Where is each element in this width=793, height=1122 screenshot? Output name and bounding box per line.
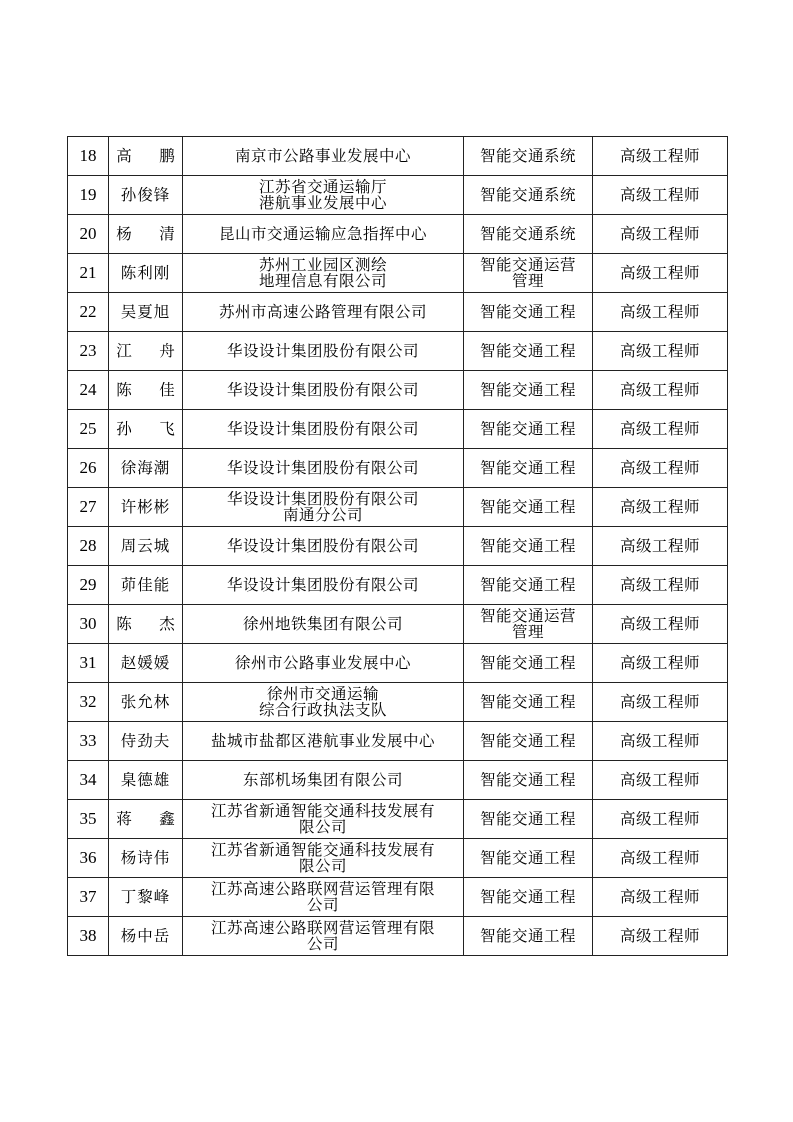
- organization-line: 南京市公路事业发展中心: [234, 147, 411, 165]
- specialty: [464, 605, 593, 644]
- specialty: [464, 566, 593, 605]
- specialty: [464, 878, 593, 917]
- specialty-line: 智能交通工程: [479, 810, 576, 828]
- person-name: 孙 飞: [109, 410, 183, 449]
- specialty-line: 智能交通工程: [479, 342, 576, 360]
- specialty-line: 智能交通工程: [479, 927, 576, 945]
- specialty: [464, 800, 593, 839]
- row-number: 33: [68, 722, 109, 761]
- professional-title: 高级工程师: [593, 839, 728, 878]
- table-row: [68, 683, 728, 722]
- organization: [183, 449, 464, 488]
- specialty: [464, 137, 593, 176]
- organization: [183, 644, 464, 683]
- specialty-line: 智能交通工程: [479, 693, 576, 711]
- organization: [183, 605, 464, 644]
- table-row: [68, 254, 728, 293]
- specialty: [464, 917, 593, 956]
- organization-line: 东部机场集团有限公司: [242, 771, 403, 789]
- professional-title: 高级工程师: [593, 566, 728, 605]
- person-name: 高 鹏: [109, 137, 183, 176]
- row-number: 24: [68, 371, 109, 410]
- organization-line: 江苏高速公路联网营运管理有限: [210, 919, 435, 937]
- professional-title: 高级工程师: [593, 293, 728, 332]
- organization-line: 地理信息有限公司: [258, 272, 387, 290]
- organization-line: 华设设计集团股份有限公司: [226, 576, 419, 594]
- professional-title: 高级工程师: [593, 488, 728, 527]
- organization-line: 江苏省新通智能交通科技发展有: [210, 802, 435, 820]
- specialty: [464, 371, 593, 410]
- specialty: [464, 254, 593, 293]
- row-number: 38: [68, 917, 109, 956]
- person-name: 陈 佳: [109, 371, 183, 410]
- organization: [183, 332, 464, 371]
- professional-title: 高级工程师: [593, 644, 728, 683]
- person-name: 蒋 鑫: [109, 800, 183, 839]
- person-name: 孙俊锋: [109, 176, 183, 215]
- organization-line: 华设设计集团股份有限公司: [226, 381, 419, 399]
- specialty-line: 智能交通系统: [479, 225, 576, 243]
- specialty-line: 智能交通工程: [479, 459, 576, 477]
- specialty-line: 智能交通工程: [479, 576, 576, 594]
- professional-title: 高级工程师: [593, 332, 728, 371]
- professional-title: 高级工程师: [593, 605, 728, 644]
- specialty-line: 智能交通系统: [479, 186, 576, 204]
- specialty-line: 智能交通工程: [479, 771, 576, 789]
- professional-title: 高级工程师: [593, 800, 728, 839]
- organization-line: 江苏省交通运输厅: [258, 178, 387, 196]
- organization-line: 华设设计集团股份有限公司: [226, 459, 419, 477]
- row-number: 27: [68, 488, 109, 527]
- table-row: [68, 449, 728, 488]
- professional-title: 高级工程师: [593, 137, 728, 176]
- professional-title: 高级工程师: [593, 722, 728, 761]
- person-name: 张允林: [109, 683, 183, 722]
- person-name: 侍劲夫: [109, 722, 183, 761]
- specialty: [464, 449, 593, 488]
- organization: [183, 488, 464, 527]
- row-number: 20: [68, 215, 109, 254]
- person-name: 周云城: [109, 527, 183, 566]
- specialty: [464, 644, 593, 683]
- professional-title: 高级工程师: [593, 254, 728, 293]
- organization-line: 华设设计集团股份有限公司: [226, 420, 419, 438]
- organization-line: 公司: [306, 935, 339, 953]
- row-number: 25: [68, 410, 109, 449]
- organization: [183, 215, 464, 254]
- specialty: [464, 215, 593, 254]
- table-row: [68, 800, 728, 839]
- professional-title: 高级工程师: [593, 215, 728, 254]
- person-name: 陈利刚: [109, 254, 183, 293]
- specialty: [464, 410, 593, 449]
- row-number: 31: [68, 644, 109, 683]
- professional-title: 高级工程师: [593, 527, 728, 566]
- professional-title: 高级工程师: [593, 449, 728, 488]
- specialty: [464, 488, 593, 527]
- specialty: [464, 176, 593, 215]
- organization-line: 苏州市高速公路管理有限公司: [218, 303, 427, 321]
- specialty: [464, 293, 593, 332]
- row-number: 21: [68, 254, 109, 293]
- specialty-line: 智能交通工程: [479, 303, 576, 321]
- specialty-line: 管理: [511, 623, 544, 641]
- specialty-line: 智能交通工程: [479, 420, 576, 438]
- professional-title: 高级工程师: [593, 410, 728, 449]
- organization-line: 苏州工业园区测绘: [258, 256, 387, 274]
- organization-line: 华设设计集团股份有限公司: [226, 342, 419, 360]
- organization: [183, 371, 464, 410]
- table-row: [68, 566, 728, 605]
- organization: [183, 722, 464, 761]
- organization-line: 华设设计集团股份有限公司: [226, 537, 419, 555]
- specialty-line: 智能交通工程: [479, 381, 576, 399]
- organization-line: 徐州市公路事业发展中心: [234, 654, 411, 672]
- organization: [183, 254, 464, 293]
- organization-line: 南通分公司: [282, 506, 363, 524]
- table-row: [68, 410, 728, 449]
- table-row: [68, 137, 728, 176]
- specialty: [464, 527, 593, 566]
- table-body: [68, 137, 728, 956]
- person-name: 许彬彬: [109, 488, 183, 527]
- organization: [183, 839, 464, 878]
- organization-line: 徐州地铁集团有限公司: [242, 615, 403, 633]
- table-row: [68, 332, 728, 371]
- organization-line: 昆山市交通运输应急指挥中心: [218, 225, 427, 243]
- professional-title: 高级工程师: [593, 371, 728, 410]
- person-name: 江 舟: [109, 332, 183, 371]
- person-name: 杨 清: [109, 215, 183, 254]
- row-number: 18: [68, 137, 109, 176]
- row-number: 28: [68, 527, 109, 566]
- table-row: [68, 371, 728, 410]
- specialty-line: 智能交通运营: [479, 607, 576, 625]
- row-number: 32: [68, 683, 109, 722]
- specialty-line: 管理: [511, 272, 544, 290]
- organization-line: 徐州市交通运输: [266, 685, 379, 703]
- organization-line: 华设设计集团股份有限公司: [226, 490, 419, 508]
- table-row: [68, 644, 728, 683]
- row-number: 26: [68, 449, 109, 488]
- professional-title: 高级工程师: [593, 878, 728, 917]
- organization: [183, 176, 464, 215]
- row-number: 35: [68, 800, 109, 839]
- specialty-line: 智能交通工程: [479, 888, 576, 906]
- organization: [183, 293, 464, 332]
- table-row: [68, 878, 728, 917]
- row-number: 36: [68, 839, 109, 878]
- person-name: 杨中岳: [109, 917, 183, 956]
- table-row: [68, 722, 728, 761]
- row-number: 22: [68, 293, 109, 332]
- specialty: [464, 683, 593, 722]
- specialty-line: 智能交通工程: [479, 732, 576, 750]
- specialty: [464, 332, 593, 371]
- organization-line: 盐城市盐都区港航事业发展中心: [210, 732, 435, 750]
- row-number: 37: [68, 878, 109, 917]
- organization: [183, 137, 464, 176]
- organization: [183, 566, 464, 605]
- table-row: [68, 293, 728, 332]
- organization-line: 江苏高速公路联网营运管理有限: [210, 880, 435, 898]
- person-name: 徐海潮: [109, 449, 183, 488]
- organization-line: 港航事业发展中心: [258, 194, 387, 212]
- person-name: 杨诗伟: [109, 839, 183, 878]
- table-row: [68, 839, 728, 878]
- table-row: [68, 761, 728, 800]
- row-number: 19: [68, 176, 109, 215]
- person-name: 陈 杰: [109, 605, 183, 644]
- professional-title: 高级工程师: [593, 683, 728, 722]
- specialty: [464, 722, 593, 761]
- table-row: [68, 176, 728, 215]
- specialty-line: 智能交通工程: [479, 654, 576, 672]
- professional-title: 高级工程师: [593, 761, 728, 800]
- specialty-line: 智能交通系统: [479, 147, 576, 165]
- specialty-line: 智能交通工程: [479, 849, 576, 867]
- professional-title: 高级工程师: [593, 176, 728, 215]
- organization: [183, 761, 464, 800]
- person-name: 吴夏旭: [109, 293, 183, 332]
- table-row: [68, 215, 728, 254]
- organization-line: 江苏省新通智能交通科技发展有: [210, 841, 435, 859]
- specialty: [464, 839, 593, 878]
- organization: [183, 917, 464, 956]
- organization-line: 限公司: [298, 818, 347, 836]
- person-name: 丁黎峰: [109, 878, 183, 917]
- professional-title: 高级工程师: [593, 917, 728, 956]
- table-row: [68, 488, 728, 527]
- specialty-line: 智能交通工程: [479, 498, 576, 516]
- person-name: 茆佳能: [109, 566, 183, 605]
- personnel-table: [67, 136, 728, 956]
- person-name: 臬德雄: [109, 761, 183, 800]
- organization: [183, 683, 464, 722]
- row-number: 23: [68, 332, 109, 371]
- specialty-line: 智能交通运营: [479, 256, 576, 274]
- row-number: 30: [68, 605, 109, 644]
- table-row: [68, 527, 728, 566]
- row-number: 34: [68, 761, 109, 800]
- organization: [183, 800, 464, 839]
- row-number: 29: [68, 566, 109, 605]
- organization-line: 公司: [306, 896, 339, 914]
- specialty-line: 智能交通工程: [479, 537, 576, 555]
- organization-line: 综合行政执法支队: [258, 701, 387, 719]
- person-name: 赵媛媛: [109, 644, 183, 683]
- table-row: [68, 917, 728, 956]
- organization: [183, 527, 464, 566]
- specialty: [464, 761, 593, 800]
- organization: [183, 878, 464, 917]
- organization: [183, 410, 464, 449]
- organization-line: 限公司: [298, 857, 347, 875]
- table-row: [68, 605, 728, 644]
